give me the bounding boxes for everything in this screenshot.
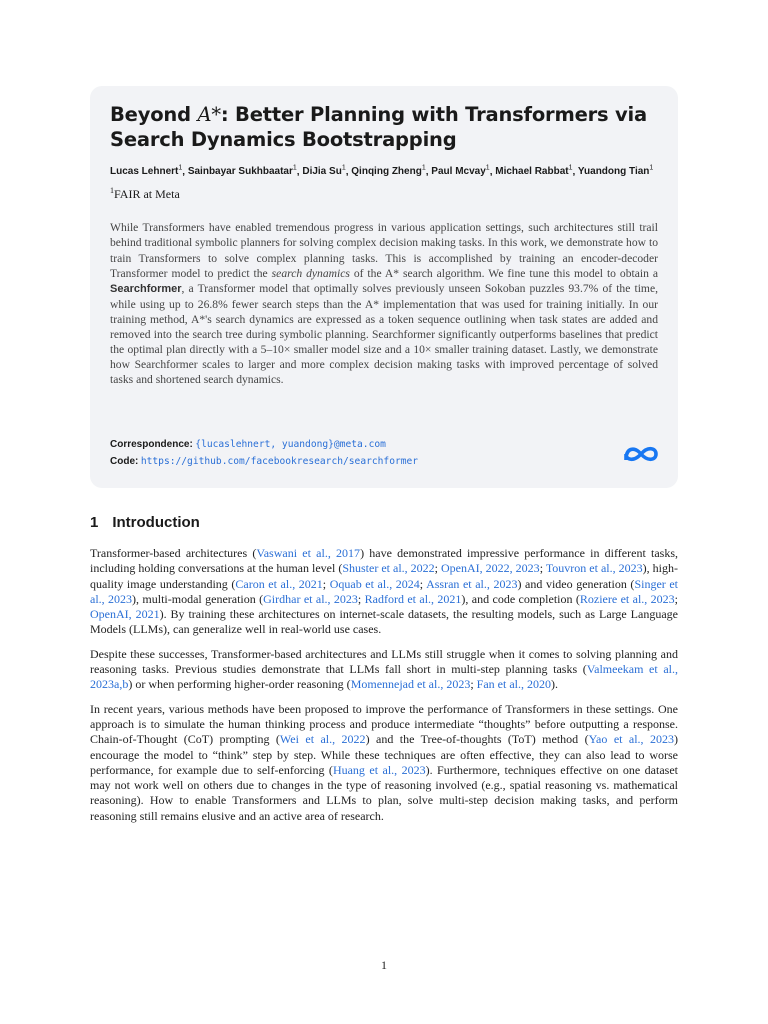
section-heading-introduction: 1 Introduction bbox=[90, 514, 200, 531]
abstract: While Transformers have enabled tremendous progress in various application settings, such architectures still trail behind traditional symbolic planners for solving complex decision making tasks. In this work, we demonstrate how to train Transformers to solve complex planning tasks. This is accomplished by training an encoder-decoder Transformer model to predict the search dynamics of the A* search algorithm. We fine tune this model to obtain a Searchformer, a Transformer model that optimally solves previously unseen Sokoban puzzles 93.7% of the time, while using up to 26.8% fewer search steps than the A* implementation that was used for training initially. In our training method, A*'s search dynamics are expressed as a token sequence outlining when task states are added and removed into the search tree during symbolic planning. Searchformer significantly outperforms baselines that predict the optimal plan directly with a 5–10× smaller model size and a 10× smaller training dataset. Lastly, we demonstrate how Searchformer scales to larger and more complex decision making tasks with improved percentage of solved tasks and shortened search dynamics. bbox=[110, 221, 658, 387]
title-math-astar: A* bbox=[197, 103, 221, 126]
citation-link[interactable]: Girdhar et al., 2023 bbox=[263, 591, 358, 606]
introduction-body bbox=[90, 546, 678, 833]
citation-link[interactable]: Shuster et al., 2022 bbox=[342, 561, 435, 576]
citation-link[interactable]: OpenAI, 2021 bbox=[90, 607, 160, 622]
author-name: DiJia Su$^1$ bbox=[302, 165, 346, 178]
citation-link[interactable]: Touvron et al., 2023 bbox=[545, 561, 643, 576]
paragraph: Transformer-based architectures (Vaswani et al., 2017) have demonstrated impressive performance in different tasks, including holding conversations at the human level (Shuster et al., 2022; OpenAI, 2022, 2023; Touvron et al., 2023), high-quality image understanding (Caron et al., 2021; Oquab et al., 2024; Assran et al., 2023) and video generation (Singer et al., 2023), multi-modal generation (Girdhar et al., 2023; Radford et al., 2021), and code completion (Roziere et al., 2023; OpenAI, 2021). By training these architectures on internet-scale datasets, the resulting models, such as Large Language Models (LLMs), can generalize well in real-world use cases. bbox=[90, 546, 679, 637]
citation-link[interactable]: Yao et al., 2023 bbox=[588, 732, 674, 747]
citation-link[interactable]: OpenAI, 2022, 2023 bbox=[441, 561, 540, 576]
citation-link[interactable]: Radford et al., 2021 bbox=[364, 591, 462, 606]
citation-link[interactable]: Caron et al., 2021 bbox=[235, 576, 323, 591]
searchformer-name: Searchformer bbox=[110, 282, 182, 295]
page-number: 1 bbox=[381, 958, 387, 972]
citation-link[interactable]: Fan et al., 2020 bbox=[476, 677, 551, 692]
paper-title: Beyond A*: Better Planning with Transformers via Search Dynamics Bootstrapping bbox=[110, 103, 647, 151]
citation-link[interactable]: Valmeekam et al., 2023a,b bbox=[90, 662, 679, 692]
contact-block bbox=[110, 436, 418, 470]
author-name: Qinqing Zheng$^1$ bbox=[351, 165, 426, 178]
correspondence-email-link[interactable]: {lucaslehnert, yuandong}@meta.com bbox=[195, 439, 386, 450]
correspondence-line bbox=[110, 436, 418, 453]
citation-link[interactable]: Momennejad et al., 2023 bbox=[350, 677, 471, 692]
code-url-link[interactable]: https://github.com/facebookresearch/searchformer bbox=[140, 456, 419, 467]
abstract-emphasis: search dynamics bbox=[271, 266, 350, 280]
author-list: Lucas Lehnert$^1$, Sainbayar Sukhbaatar$^1$, DiJia Su$^1$, Qinqing Zheng$^1$, Paul Mcvay$^1$, Michael Rabbat$^1$, Yuandong Tian$^1$ bbox=[110, 165, 654, 178]
citation-link[interactable]: Oquab et al., 2024 bbox=[329, 576, 420, 591]
citation-link[interactable]: Assran et al., 2023 bbox=[426, 576, 518, 591]
citation-link[interactable]: Vaswani et al., 2017 bbox=[256, 546, 361, 560]
paragraph: Despite these successes, Transformer-based architectures and LLMs still struggle when it comes to solving planning and reasoning tasks. Previous studies demonstrate that LLMs fall short in multi-step planning tasks (Valmeekam et al., 2023a,b) or when performing higher-order reasoning (Momennejad et al., 2023; Fan et al., 2020). bbox=[90, 646, 679, 692]
affiliation: $^1$FAIR at Meta bbox=[110, 186, 180, 202]
author-name: Yuandong Tian$^1$ bbox=[577, 165, 654, 178]
code-label: Code: bbox=[110, 456, 139, 467]
citation-link[interactable]: Roziere et al., 2023 bbox=[579, 591, 675, 606]
meta-logo-icon bbox=[622, 442, 660, 466]
citation-link[interactable]: Huang et al., 2023 bbox=[332, 762, 426, 777]
author-name: Lucas Lehnert$^1$ bbox=[110, 165, 183, 178]
author-name: Michael Rabbat$^1$ bbox=[495, 165, 573, 178]
author-name: Sainbayar Sukhbaatar$^1$ bbox=[187, 165, 297, 178]
author-name: Paul Mcvay$^1$ bbox=[431, 165, 490, 178]
code-line bbox=[110, 453, 418, 470]
correspondence-label: Correspondence: bbox=[110, 439, 193, 450]
paragraph: In recent years, various methods have been proposed to improve the performance of Transformers in these settings. One approach is to simulate the human thinking process and produce intermediate “thoughts” before outputting a response. Chain-of-Thought (CoT) prompting (Wei et al., 2022) and the Tree-of-thoughts (ToT) method (Yao et al., 2023) encourage the model to “think” step by step. While these techniques are often effective, they can also lead to worse performance, for example due to self-enforcing (Huang et al., 2023). Furthermore, techniques effective on one dataset may not work well on others due to changes in the type of reasoning involved (e.g., spatial reasoning vs. mathematical reasoning). How to enable Transformers and LLMs to plan, solve multi-step decision making tasks, and perform reasoning still remains elusive and an active area of research. bbox=[90, 701, 679, 823]
citation-link[interactable]: Wei et al., 2022 bbox=[279, 732, 366, 747]
paper-header-box bbox=[90, 86, 678, 488]
citation-link[interactable]: Singer et al., 2023 bbox=[90, 576, 679, 606]
